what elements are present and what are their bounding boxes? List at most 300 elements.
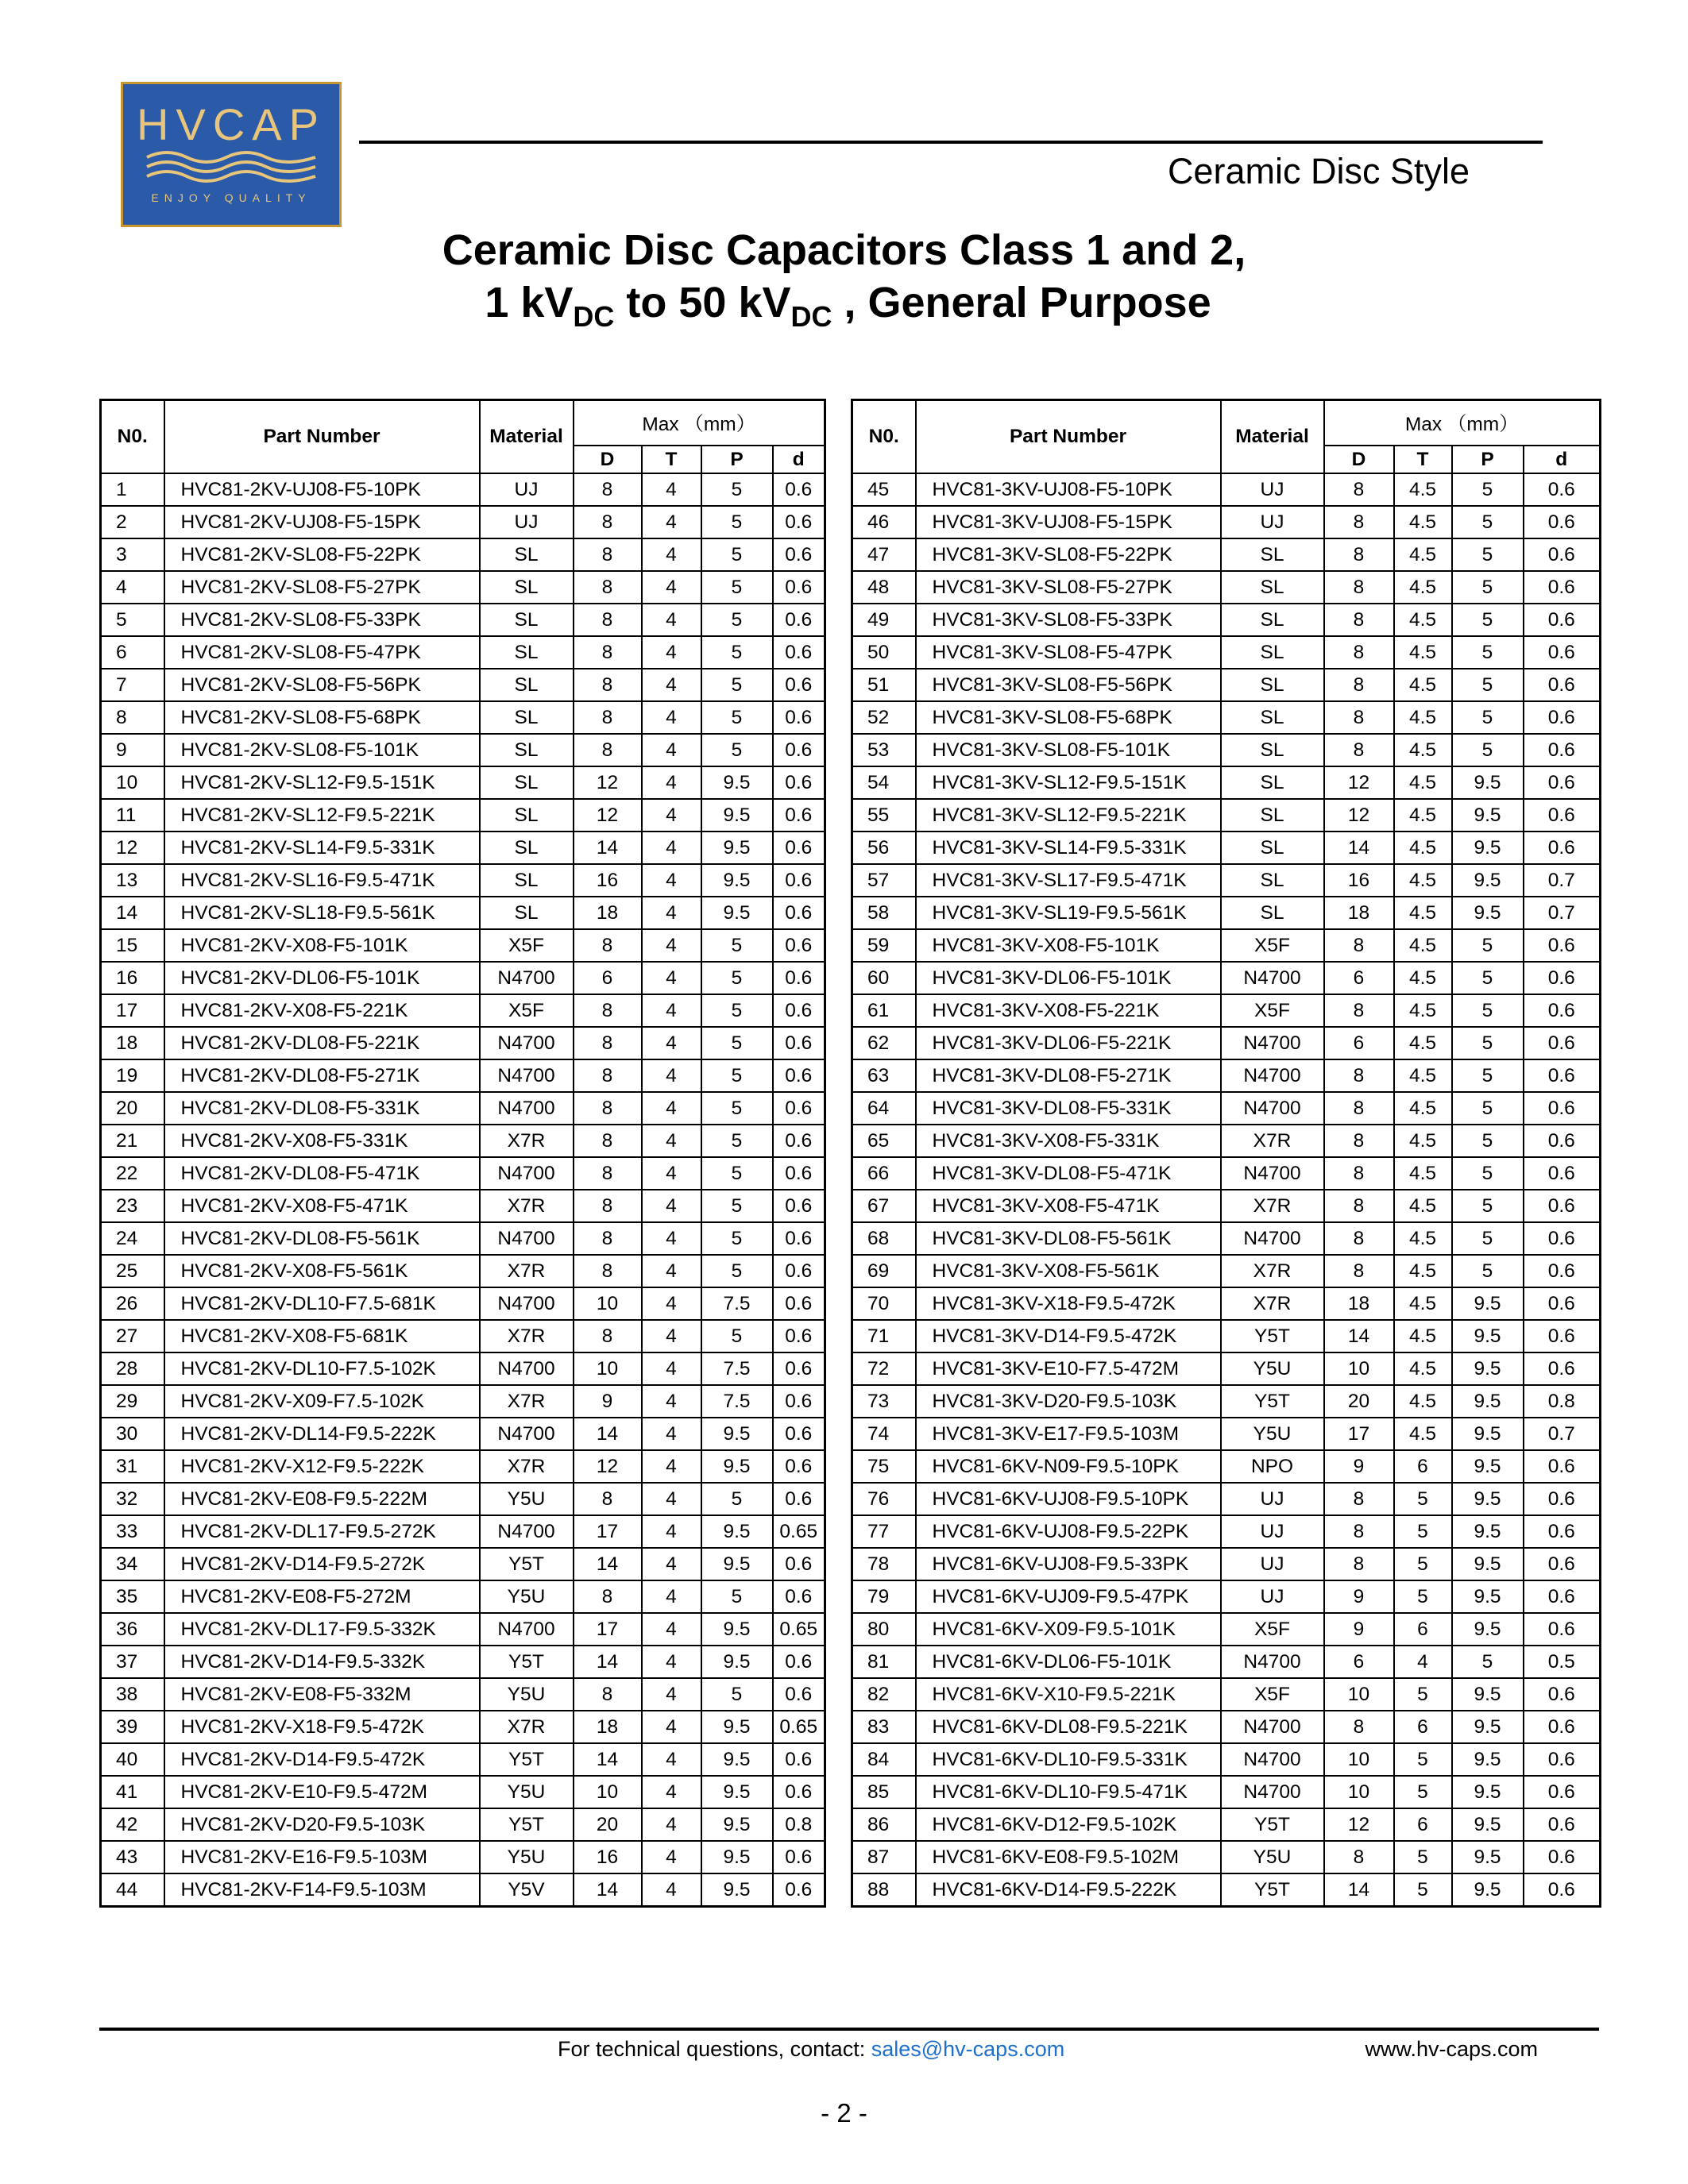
cell-pitch: 5 [701, 734, 773, 766]
cell-part-number: HVC81-6KV-UJ09-F9.5-47PK [916, 1580, 1221, 1613]
col-header-thickness: T [1394, 446, 1452, 473]
cell-no: 64 [852, 1092, 916, 1125]
table-row [852, 1873, 1601, 1907]
parts-table-right-body [852, 473, 1601, 1907]
col-header-part-number: Part Number [916, 400, 1221, 474]
cell-material: Y5T [480, 1808, 574, 1841]
cell-no: 29 [101, 1385, 164, 1418]
cell-thickness: 4 [642, 1483, 701, 1515]
cell-no: 28 [101, 1352, 164, 1385]
table-row [101, 799, 825, 832]
cell-thickness: 4.5 [1394, 1352, 1452, 1385]
table-row [101, 734, 825, 766]
cell-diameter: 8 [574, 1157, 642, 1190]
cell-no: 13 [101, 864, 164, 897]
table-row [101, 506, 825, 538]
cell-diameter: 18 [1324, 1287, 1394, 1320]
cell-no: 34 [101, 1548, 164, 1580]
cell-lead-diameter: 0.6 [1524, 1092, 1601, 1125]
cell-material: Y5T [480, 1743, 574, 1776]
cell-no: 43 [101, 1841, 164, 1873]
cell-diameter: 8 [1324, 1222, 1394, 1255]
cell-no: 54 [852, 766, 916, 799]
cell-material: X7R [1221, 1125, 1324, 1157]
cell-material: UJ [480, 473, 574, 506]
cell-thickness: 4 [642, 799, 701, 832]
cell-part-number: HVC81-3KV-SL12-F9.5-221K [916, 799, 1221, 832]
cell-lead-diameter: 0.65 [773, 1613, 825, 1646]
cell-lead-diameter: 0.7 [1524, 897, 1601, 929]
cell-part-number: HVC81-2KV-D14-F9.5-272K [164, 1548, 480, 1580]
cell-lead-diameter: 0.6 [773, 1190, 825, 1222]
cell-thickness: 4.5 [1394, 473, 1452, 506]
cell-part-number: HVC81-6KV-X10-F9.5-221K [916, 1678, 1221, 1711]
cell-diameter: 18 [574, 1711, 642, 1743]
cell-material: SL [1221, 636, 1324, 669]
contact-email-link[interactable]: sales@hv-caps.com [871, 2037, 1065, 2061]
table-row [852, 473, 1601, 506]
cell-diameter: 8 [574, 1125, 642, 1157]
cell-pitch: 9.5 [701, 897, 773, 929]
table-row [101, 604, 825, 636]
cell-part-number: HVC81-3KV-D20-F9.5-103K [916, 1385, 1221, 1418]
cell-no: 23 [101, 1190, 164, 1222]
cell-material: SL [480, 701, 574, 734]
cell-part-number: HVC81-3KV-X08-F5-561K [916, 1255, 1221, 1287]
cell-thickness: 5 [1394, 1483, 1452, 1515]
cell-pitch: 9.5 [701, 1873, 773, 1907]
cell-diameter: 9 [1324, 1450, 1394, 1483]
cell-no: 56 [852, 832, 916, 864]
cell-no: 67 [852, 1190, 916, 1222]
col-header-no: N0. [101, 400, 164, 474]
cell-part-number: HVC81-3KV-DL08-F5-561K [916, 1222, 1221, 1255]
cell-pitch: 5 [1452, 734, 1524, 766]
cell-part-number: HVC81-3KV-X18-F9.5-472K [916, 1287, 1221, 1320]
table-row [101, 1613, 825, 1646]
cell-pitch: 9.5 [701, 1841, 773, 1873]
cell-pitch: 9.5 [1452, 1873, 1524, 1907]
cell-lead-diameter: 0.6 [773, 799, 825, 832]
title-purpose: , General Purpose [832, 279, 1211, 326]
cell-lead-diameter: 0.6 [773, 1678, 825, 1711]
col-header-material: Material [480, 400, 574, 474]
cell-material: X7R [480, 1320, 574, 1352]
cell-part-number: HVC81-6KV-D14-F9.5-222K [916, 1873, 1221, 1907]
cell-material: N4700 [480, 1027, 574, 1059]
cell-diameter: 6 [1324, 962, 1394, 994]
cell-no: 88 [852, 1873, 916, 1907]
cell-thickness: 4 [642, 1092, 701, 1125]
col-header-diameter: D [1324, 446, 1394, 473]
cell-part-number: HVC81-2KV-SL08-F5-47PK [164, 636, 480, 669]
cell-lead-diameter: 0.6 [773, 1873, 825, 1907]
cell-material: SL [480, 832, 574, 864]
cell-lead-diameter: 0.6 [773, 1352, 825, 1385]
cell-material: X5F [480, 994, 574, 1027]
cell-thickness: 4.5 [1394, 1287, 1452, 1320]
cell-no: 45 [852, 473, 916, 506]
cell-part-number: HVC81-6KV-DL06-F5-101K [916, 1646, 1221, 1678]
cell-part-number: HVC81-6KV-UJ08-F9.5-33PK [916, 1548, 1221, 1580]
style-label: Ceramic Disc Style [1167, 151, 1470, 191]
cell-material: N4700 [480, 1352, 574, 1385]
cell-pitch: 5 [701, 701, 773, 734]
cell-lead-diameter: 0.6 [773, 473, 825, 506]
cell-lead-diameter: 0.6 [1524, 1027, 1601, 1059]
cell-thickness: 4 [642, 571, 701, 604]
cell-no: 36 [101, 1613, 164, 1646]
cell-diameter: 12 [1324, 1808, 1394, 1841]
cell-part-number: HVC81-3KV-SL12-F9.5-151K [916, 766, 1221, 799]
cell-lead-diameter: 0.6 [1524, 1059, 1601, 1092]
cell-diameter: 8 [574, 604, 642, 636]
cell-diameter: 8 [1324, 734, 1394, 766]
table-row [852, 864, 1601, 897]
cell-no: 7 [101, 669, 164, 701]
cell-lead-diameter: 0.5 [1524, 1646, 1601, 1678]
cell-diameter: 17 [574, 1515, 642, 1548]
cell-material: X5F [1221, 929, 1324, 962]
cell-material: UJ [1221, 1580, 1324, 1613]
cell-lead-diameter: 0.6 [1524, 1548, 1601, 1580]
cell-no: 41 [101, 1776, 164, 1808]
cell-lead-diameter: 0.6 [1524, 962, 1601, 994]
cell-no: 40 [101, 1743, 164, 1776]
cell-material: SL [1221, 701, 1324, 734]
cell-thickness: 4 [642, 669, 701, 701]
cell-material: N4700 [480, 1287, 574, 1320]
cell-pitch: 9.5 [1452, 1711, 1524, 1743]
cell-material: SL [1221, 864, 1324, 897]
cell-diameter: 8 [574, 994, 642, 1027]
parts-table-left-body [101, 473, 825, 1907]
table-row [101, 1320, 825, 1352]
cell-lead-diameter: 0.6 [1524, 538, 1601, 571]
cell-no: 62 [852, 1027, 916, 1059]
cell-no: 66 [852, 1157, 916, 1190]
cell-thickness: 4.5 [1394, 1157, 1452, 1190]
col-header-no: N0. [852, 400, 916, 474]
cell-pitch: 5 [1452, 1157, 1524, 1190]
cell-no: 86 [852, 1808, 916, 1841]
cell-diameter: 8 [1324, 994, 1394, 1027]
cell-thickness: 4.5 [1394, 994, 1452, 1027]
cell-thickness: 4 [642, 864, 701, 897]
cell-material: N4700 [1221, 1027, 1324, 1059]
table-row [101, 1711, 825, 1743]
cell-no: 83 [852, 1711, 916, 1743]
cell-thickness: 4.5 [1394, 669, 1452, 701]
cell-part-number: HVC81-6KV-DL10-F9.5-471K [916, 1776, 1221, 1808]
cell-material: SL [480, 897, 574, 929]
cell-thickness: 4 [642, 1646, 701, 1678]
cell-diameter: 8 [574, 1678, 642, 1711]
cell-lead-diameter: 0.6 [773, 1287, 825, 1320]
cell-pitch: 5 [701, 1255, 773, 1287]
cell-thickness: 4.5 [1394, 929, 1452, 962]
cell-no: 11 [101, 799, 164, 832]
title-subscript: DC [790, 300, 832, 333]
cell-pitch: 5 [1452, 1027, 1524, 1059]
cell-thickness: 4 [642, 1776, 701, 1808]
cell-lead-diameter: 0.65 [773, 1515, 825, 1548]
table-row [101, 538, 825, 571]
cell-thickness: 4 [642, 1515, 701, 1548]
cell-part-number: HVC81-2KV-E10-F9.5-472M [164, 1776, 480, 1808]
cell-pitch: 5 [701, 1190, 773, 1222]
cell-part-number: HVC81-3KV-SL08-F5-56PK [916, 669, 1221, 701]
cell-material: SL [480, 734, 574, 766]
cell-diameter: 14 [574, 832, 642, 864]
table-row [852, 1548, 1601, 1580]
cell-thickness: 4 [642, 1678, 701, 1711]
cell-diameter: 8 [1324, 604, 1394, 636]
footer-rule [99, 2028, 1599, 2031]
cell-no: 72 [852, 1352, 916, 1385]
cell-diameter: 8 [574, 571, 642, 604]
cell-part-number: HVC81-2KV-SL08-F5-68PK [164, 701, 480, 734]
cell-diameter: 8 [574, 1059, 642, 1092]
table-row [101, 571, 825, 604]
cell-no: 51 [852, 669, 916, 701]
contact-label: For technical questions, contact: [558, 2037, 871, 2061]
cell-part-number: HVC81-3KV-UJ08-F5-10PK [916, 473, 1221, 506]
cell-part-number: HVC81-2KV-E08-F5-272M [164, 1580, 480, 1613]
table-row [852, 1450, 1601, 1483]
table-row [852, 1092, 1601, 1125]
cell-diameter: 6 [1324, 1027, 1394, 1059]
cell-material: Y5U [480, 1678, 574, 1711]
cell-no: 32 [101, 1483, 164, 1515]
cell-material: X7R [480, 1385, 574, 1418]
table-row [101, 1385, 825, 1418]
cell-part-number: HVC81-6KV-X09-F9.5-101K [916, 1613, 1221, 1646]
cell-no: 59 [852, 929, 916, 962]
col-header-lead-diameter: d [1524, 446, 1601, 473]
col-header-part-number: Part Number [164, 400, 480, 474]
cell-thickness: 4 [642, 1385, 701, 1418]
cell-material: Y5V [480, 1873, 574, 1907]
cell-thickness: 4.5 [1394, 1222, 1452, 1255]
cell-pitch: 7.5 [701, 1352, 773, 1385]
cell-pitch: 5 [1452, 604, 1524, 636]
cell-part-number: HVC81-3KV-DL08-F5-471K [916, 1157, 1221, 1190]
cell-thickness: 4.5 [1394, 832, 1452, 864]
table-row [101, 994, 825, 1027]
cell-pitch: 9.5 [1452, 1841, 1524, 1873]
col-header-material: Material [1221, 400, 1324, 474]
cell-material: SL [480, 669, 574, 701]
cell-lead-diameter: 0.6 [773, 1027, 825, 1059]
cell-pitch: 9.5 [1452, 1320, 1524, 1352]
cell-pitch: 5 [1452, 571, 1524, 604]
table-row [101, 1190, 825, 1222]
cell-material: Y5T [1221, 1873, 1324, 1907]
cell-no: 47 [852, 538, 916, 571]
cell-part-number: HVC81-6KV-DL08-F9.5-221K [916, 1711, 1221, 1743]
cell-thickness: 4 [642, 734, 701, 766]
cell-diameter: 8 [574, 1092, 642, 1125]
table-row [852, 1580, 1601, 1613]
cell-no: 80 [852, 1613, 916, 1646]
cell-lead-diameter: 0.6 [773, 734, 825, 766]
cell-lead-diameter: 0.6 [773, 538, 825, 571]
cell-lead-diameter: 0.6 [1524, 1450, 1601, 1483]
cell-diameter: 8 [1324, 1255, 1394, 1287]
cell-diameter: 8 [574, 701, 642, 734]
cell-diameter: 10 [574, 1352, 642, 1385]
cell-thickness: 4 [642, 473, 701, 506]
table-row [101, 1157, 825, 1190]
cell-part-number: HVC81-3KV-SL17-F9.5-471K [916, 864, 1221, 897]
cell-diameter: 9 [1324, 1580, 1394, 1613]
cell-material: NPO [1221, 1450, 1324, 1483]
cell-thickness: 4 [642, 1027, 701, 1059]
cell-thickness: 4 [642, 897, 701, 929]
cell-diameter: 10 [1324, 1678, 1394, 1711]
cell-material: N4700 [1221, 1222, 1324, 1255]
cell-no: 58 [852, 897, 916, 929]
cell-pitch: 5 [701, 1222, 773, 1255]
cell-no: 27 [101, 1320, 164, 1352]
cell-lead-diameter: 0.6 [1524, 1190, 1601, 1222]
cell-diameter: 8 [1324, 1190, 1394, 1222]
cell-part-number: HVC81-3KV-X08-F5-331K [916, 1125, 1221, 1157]
cell-no: 9 [101, 734, 164, 766]
cell-thickness: 4 [642, 1190, 701, 1222]
cell-pitch: 9.5 [701, 1646, 773, 1678]
logo-tagline: ENJOY QUALITY [151, 191, 311, 204]
cell-diameter: 17 [574, 1613, 642, 1646]
cell-thickness: 4.5 [1394, 701, 1452, 734]
table-row [852, 799, 1601, 832]
cell-lead-diameter: 0.6 [773, 1092, 825, 1125]
table-row [101, 1059, 825, 1092]
cell-thickness: 4 [642, 1255, 701, 1287]
table-row [101, 864, 825, 897]
cell-diameter: 14 [574, 1646, 642, 1678]
cell-material: SL [480, 864, 574, 897]
cell-lead-diameter: 0.6 [1524, 734, 1601, 766]
cell-lead-diameter: 0.7 [1524, 1418, 1601, 1450]
cell-pitch: 9.5 [701, 1450, 773, 1483]
cell-no: 49 [852, 604, 916, 636]
cell-diameter: 8 [574, 1027, 642, 1059]
cell-thickness: 4.5 [1394, 734, 1452, 766]
table-row [101, 473, 825, 506]
cell-part-number: HVC81-2KV-SL12-F9.5-151K [164, 766, 480, 799]
cell-part-number: HVC81-3KV-SL08-F5-47PK [916, 636, 1221, 669]
cell-part-number: HVC81-2KV-DL14-F9.5-222K [164, 1418, 480, 1450]
table-row [101, 962, 825, 994]
cell-pitch: 5 [701, 929, 773, 962]
cell-part-number: HVC81-6KV-UJ08-F9.5-22PK [916, 1515, 1221, 1548]
cell-material: Y5T [1221, 1808, 1324, 1841]
table-row [101, 1678, 825, 1711]
cell-part-number: HVC81-3KV-DL08-F5-271K [916, 1059, 1221, 1092]
cell-part-number: HVC81-3KV-SL08-F5-22PK [916, 538, 1221, 571]
cell-part-number: HVC81-3KV-D14-F9.5-472K [916, 1320, 1221, 1352]
cell-pitch: 9.5 [1452, 1613, 1524, 1646]
cell-pitch: 9.5 [1452, 1515, 1524, 1548]
cell-lead-diameter: 0.6 [773, 897, 825, 929]
cell-diameter: 8 [1324, 571, 1394, 604]
table-row [101, 1222, 825, 1255]
cell-no: 63 [852, 1059, 916, 1092]
cell-thickness: 4 [642, 962, 701, 994]
cell-lead-diameter: 0.6 [1524, 1743, 1601, 1776]
cell-part-number: HVC81-2KV-SL14-F9.5-331K [164, 832, 480, 864]
cell-thickness: 4 [642, 636, 701, 669]
cell-pitch: 5 [701, 571, 773, 604]
cell-pitch: 9.5 [701, 1548, 773, 1580]
cell-lead-diameter: 0.6 [773, 701, 825, 734]
cell-lead-diameter: 0.6 [773, 1222, 825, 1255]
cell-diameter: 9 [574, 1385, 642, 1418]
table-row [852, 1385, 1601, 1418]
cell-diameter: 14 [574, 1743, 642, 1776]
col-header-max: Max （mm） [574, 400, 825, 446]
cell-lead-diameter: 0.6 [1524, 1352, 1601, 1385]
cell-part-number: HVC81-6KV-UJ08-F9.5-10PK [916, 1483, 1221, 1515]
cell-material: X7R [480, 1255, 574, 1287]
col-header-pitch: P [701, 446, 773, 473]
cell-pitch: 5 [701, 1027, 773, 1059]
cell-thickness: 4 [642, 1580, 701, 1613]
cell-thickness: 4 [642, 1743, 701, 1776]
cell-thickness: 4.5 [1394, 1027, 1452, 1059]
cell-pitch: 5 [701, 1320, 773, 1352]
cell-diameter: 12 [574, 1450, 642, 1483]
cell-part-number: HVC81-2KV-E16-F9.5-103M [164, 1841, 480, 1873]
cell-lead-diameter: 0.6 [773, 1157, 825, 1190]
cell-material: N4700 [1221, 1157, 1324, 1190]
cell-diameter: 14 [1324, 832, 1394, 864]
cell-part-number: HVC81-6KV-E08-F9.5-102M [916, 1841, 1221, 1873]
footer-contact [558, 2037, 1064, 2062]
cell-pitch: 5 [1452, 1190, 1524, 1222]
cell-no: 15 [101, 929, 164, 962]
brand-logo [121, 82, 342, 227]
cell-thickness: 4 [642, 1157, 701, 1190]
website-link[interactable]: www.hv-caps.com [1365, 2037, 1538, 2061]
cell-material: SL [1221, 538, 1324, 571]
cell-diameter: 8 [574, 734, 642, 766]
cell-diameter: 8 [574, 473, 642, 506]
cell-lead-diameter: 0.6 [773, 832, 825, 864]
table-row [852, 506, 1601, 538]
cell-thickness: 4.5 [1394, 538, 1452, 571]
table-row [852, 832, 1601, 864]
cell-part-number: HVC81-3KV-X08-F5-221K [916, 994, 1221, 1027]
cell-material: X5F [1221, 994, 1324, 1027]
cell-diameter: 17 [1324, 1418, 1394, 1450]
cell-diameter: 8 [1324, 1092, 1394, 1125]
cell-lead-diameter: 0.6 [1524, 1841, 1601, 1873]
table-row [101, 1483, 825, 1515]
cell-thickness: 4.5 [1394, 766, 1452, 799]
cell-material: SL [1221, 897, 1324, 929]
cell-no: 53 [852, 734, 916, 766]
cell-pitch: 5 [701, 636, 773, 669]
cell-no: 5 [101, 604, 164, 636]
cell-material: N4700 [480, 1157, 574, 1190]
cell-no: 87 [852, 1841, 916, 1873]
cell-pitch: 9.5 [1452, 1287, 1524, 1320]
table-row [852, 1190, 1601, 1222]
cell-thickness: 4.5 [1394, 604, 1452, 636]
